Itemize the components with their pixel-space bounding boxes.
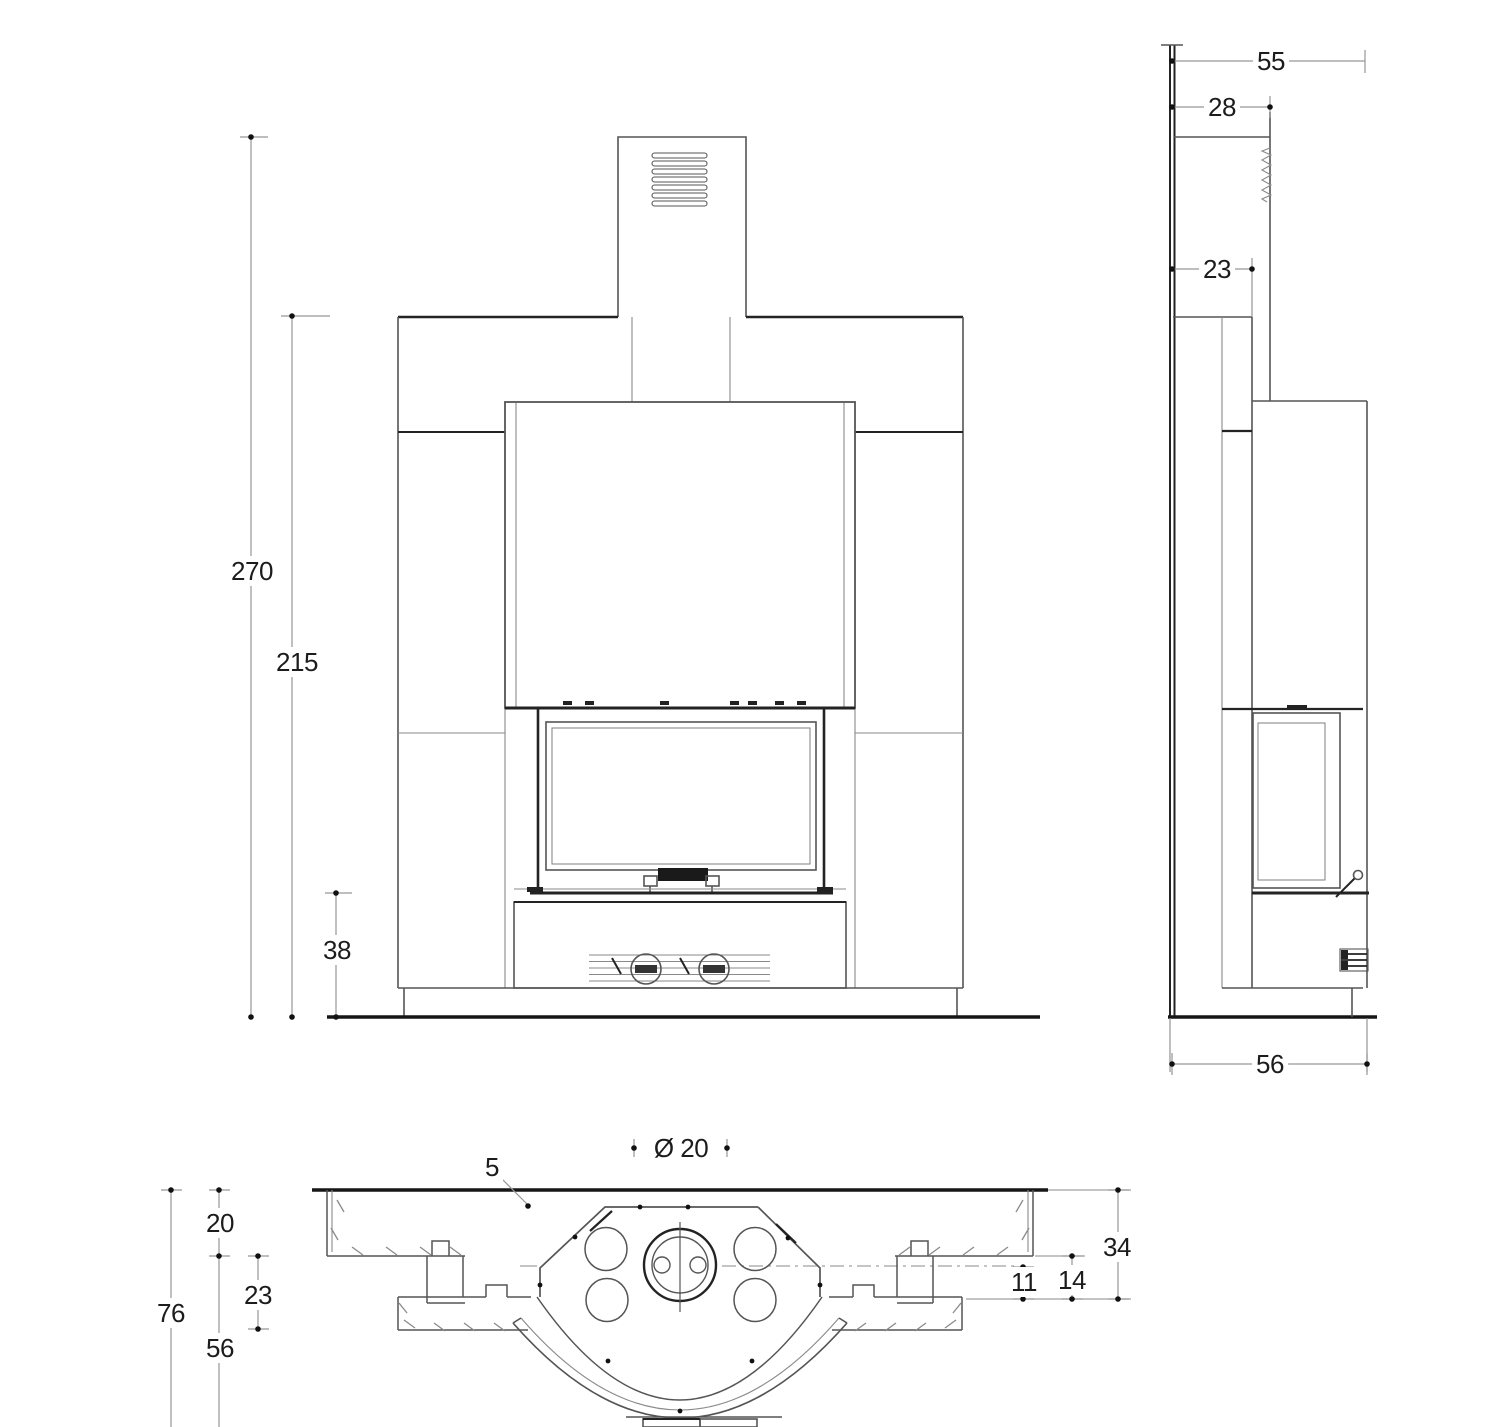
plan-dim-wall-gap: 5 — [481, 1152, 503, 1182]
hood-edge-ticks — [563, 701, 806, 705]
chimney-vent-grille — [652, 153, 707, 206]
side-vent-grille — [1340, 949, 1368, 971]
plan-dim-right-center-offset: 11 — [1007, 1267, 1041, 1297]
front-dim-firebox-base-height: 38 — [319, 935, 355, 965]
plan-view — [161, 1139, 1131, 1427]
plinth-vent-grille — [589, 954, 770, 984]
side-dim-flue-front-offset: 28 — [1204, 92, 1240, 122]
flue-collar — [644, 1222, 716, 1312]
left-masonry-section — [327, 1190, 531, 1331]
side-dim-base-depth: 56 — [1252, 1049, 1288, 1079]
front-dim-total-height: 270 — [227, 556, 277, 586]
door-handle — [658, 868, 708, 881]
side-view — [1161, 45, 1377, 1075]
side-dim-upper-depth: 23 — [1199, 254, 1235, 284]
plan-dim-left-top-depth: 20 — [202, 1208, 238, 1238]
plan-dim-left-total-depth: 76 — [153, 1298, 189, 1328]
plan-dimension-lines — [161, 1139, 1131, 1427]
right-masonry-section — [829, 1190, 1033, 1331]
plan-dim-left-step-depth: 23 — [240, 1280, 276, 1310]
plan-dim-left-lower-depth: 56 — [202, 1333, 238, 1363]
plan-dim-right-step-depth: 14 — [1054, 1265, 1090, 1295]
front-dim-body-height: 215 — [272, 647, 322, 677]
side-dim-top-depth: 55 — [1253, 46, 1289, 76]
plan-dim-right-total-depth: 34 — [1099, 1232, 1135, 1262]
front-view — [240, 134, 1040, 1020]
plan-dim-flue-diameter: Ø 20 — [650, 1133, 712, 1163]
